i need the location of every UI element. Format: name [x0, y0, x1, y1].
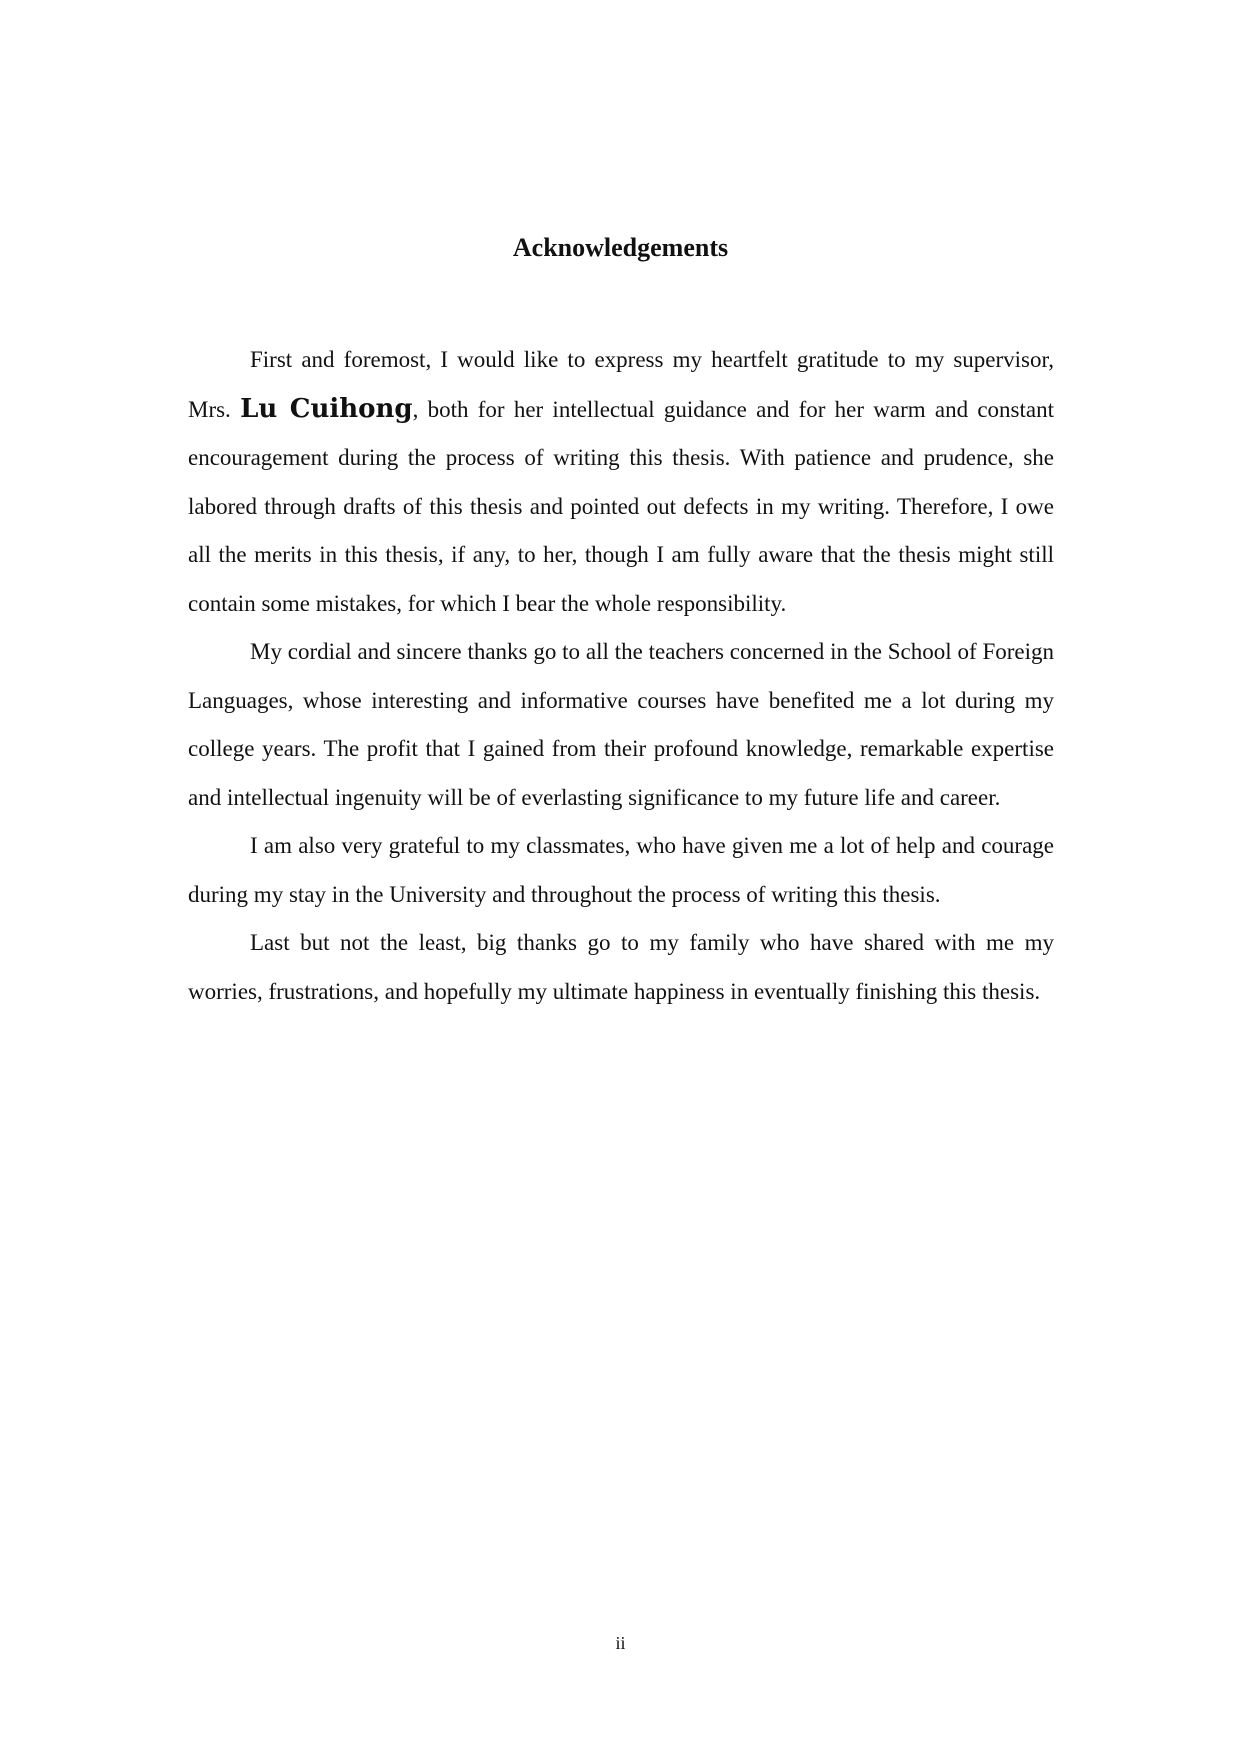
page-number: ii [615, 1633, 626, 1653]
paragraph-text: , both for her intellectual guidance and for her warm and constant encouragement during the process of writing this thesis. With patience and prudence, she labored through drafts of this thesis and pointed out defects in my writing. Therefore, I owe all the merits in this thesis, if any, to her, though I am fully aware that the thesis might still contain some mistakes, for which I bear the whole responsibility. [188, 396, 1054, 616]
supervisor-name: Lu Cuihong [240, 393, 413, 424]
paragraph-classmates: I am also very grateful to my classmates, who have given me a lot of help and courage during my stay in the University and throughout the process of writing this thesis. [188, 833, 1054, 907]
paragraph-supervisor [188, 336, 1054, 628]
paragraph-text: First and foremost, I would like to express my heartfelt gratitude to my supervisor, Mrs. [188, 347, 1054, 422]
paragraph-family: Last but not the least, big thanks go to my family who have shared with me my worries, frustrations, and hopefully my ultimate happiness in eventually finishing this thesis. [188, 930, 1054, 1004]
page-title: Acknowledgements [512, 233, 729, 262]
paragraph-teachers: My cordial and sincere thanks go to all the teachers concerned in the School of Foreign Languages, whose interesting and informative courses have benefited me a lot during my college years. The profit that I gained from their profound knowledge, remarkable expertise and intellectual ingenuity will be of everlasting significance to my future life and career. [188, 639, 1054, 810]
acknowledgements-body [188, 336, 1054, 1016]
